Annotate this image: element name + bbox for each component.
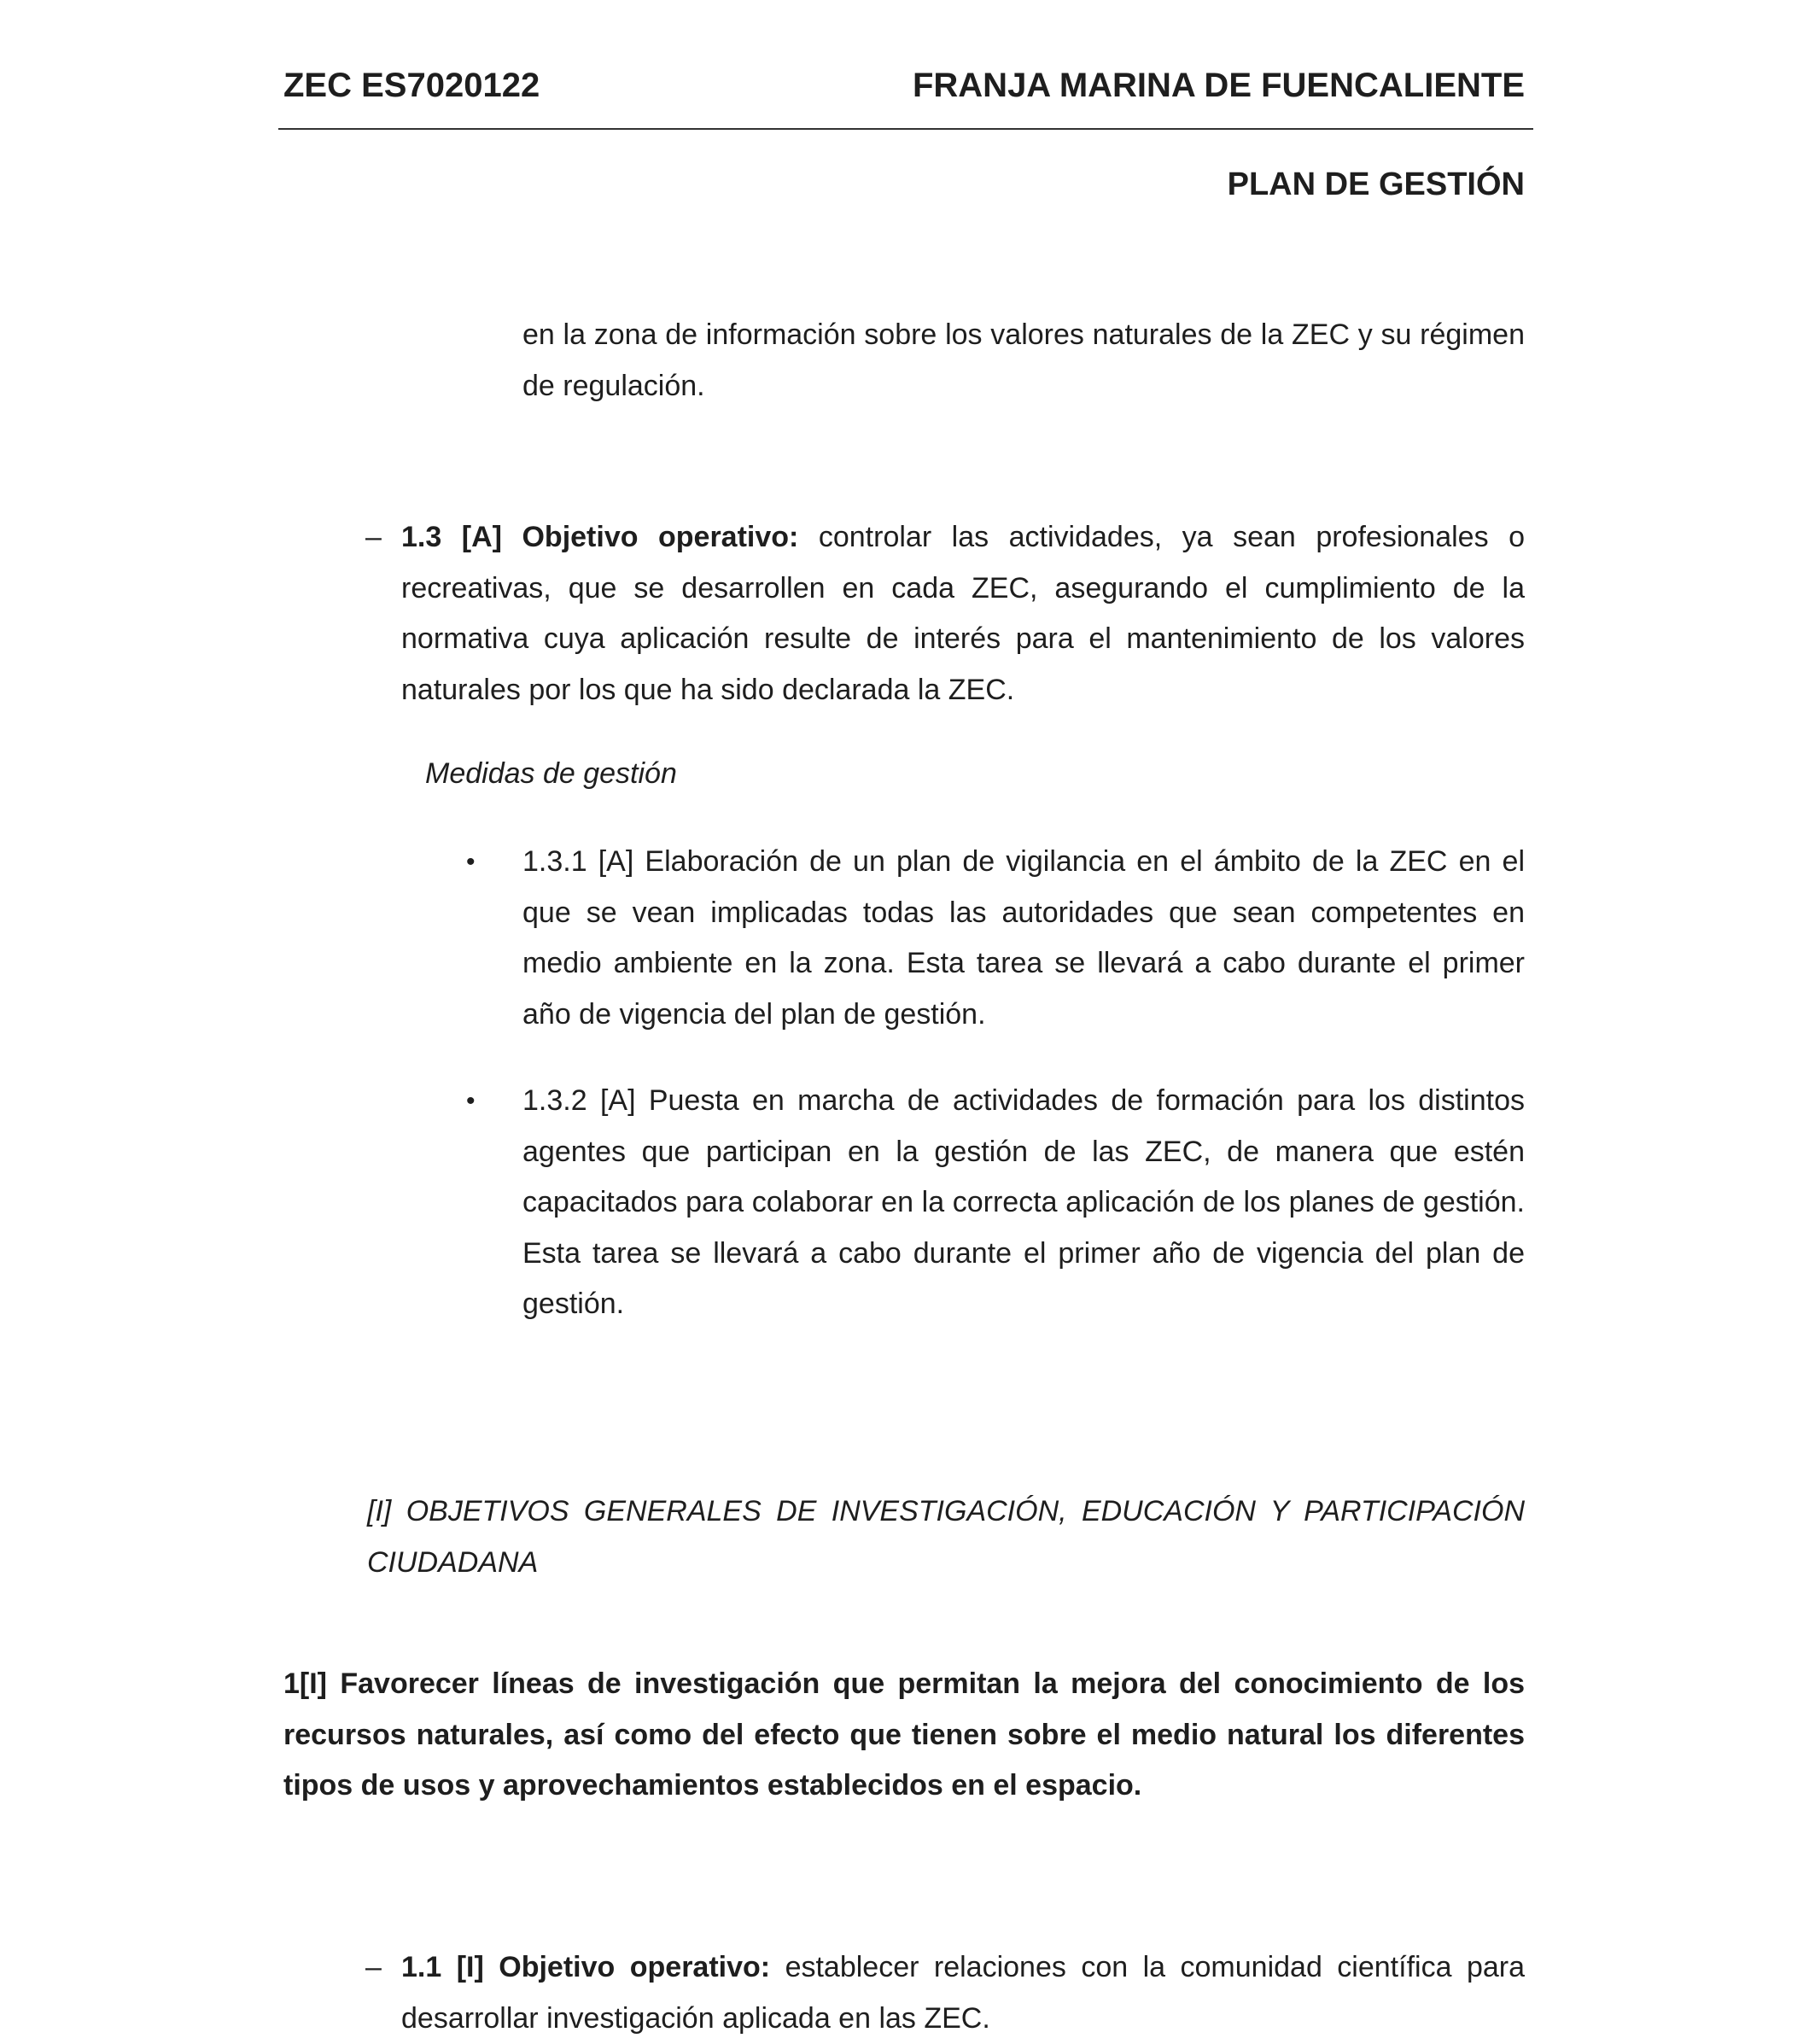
bullet-marker: • <box>466 1087 476 1115</box>
measure-1-3-1: 1.3.1 [A] Elaboración de un plan de vigilancia en el ámbito de la ZEC en el que se vean implicadas todas las autoridades que sean competentes en medio ambiente en la zona. Esta tarea se llevará a cabo durante el primer año de vigencia del plan de gestión. <box>522 845 1525 1031</box>
header-site-code: ZEC ES7020122 <box>283 67 540 104</box>
objective-1-3 <box>401 512 1525 715</box>
header-site-name: FRANJA MARINA DE FUENCALIENTE <box>912 67 1525 104</box>
objective-1-1-label: 1.1 [I] Objetivo operativo: <box>401 1951 771 1983</box>
objective-1-1-text: establecer relaciones con la comunidad científica para desarrollar investigación aplicada en las ZEC. <box>401 1951 1525 2035</box>
objective-1-1 <box>401 1942 1525 2044</box>
objective-1-3-label: 1.3 [A] Objetivo operativo: <box>401 521 799 553</box>
bullet-marker: • <box>466 848 476 876</box>
objective-1-3-text: controlar las actividades, ya sean profesionales o recreativas, que se desarrollen en cada ZEC, asegurando el cumplimiento de la normativa cuya aplicación resulte de interés para el mantenimiento de los valores naturales por los que ha sido declarada la ZEC. <box>401 521 1525 706</box>
dash-marker: – <box>365 1951 382 1983</box>
measures-heading: Medidas de gestión <box>425 757 677 790</box>
general-objective-1: 1[I] Favorecer líneas de investigación que permitan la mejora del conocimiento de los recursos naturales, así como del efecto que tienen sobre el medio natural los diferentes tipos de usos y aprovechamientos establecidos en el espacio. <box>283 1667 1525 1802</box>
measure-1-3-2: 1.3.2 [A] Puesta en marcha de actividades de formación para los distintos agentes que participan en la gestión de las ZEC, de manera que estén capacitados para colaborar en la correcta aplicación de los planes de gestión. Esta tarea se llevará a cabo durante el primer año de vigencia del plan de gestión. <box>522 1084 1525 1320</box>
header-divider <box>278 128 1533 130</box>
section-heading: [I] OBJETIVOS GENERALES DE INVESTIGACIÓN, EDUCACIÓN Y PARTICIPACIÓN CIUDADANA <box>367 1495 1525 1579</box>
dash-marker: – <box>365 521 382 553</box>
continuation-paragraph: en la zona de información sobre los valores naturales de la ZEC y su régimen de regulación. <box>522 318 1525 402</box>
header-plan-title: PLAN DE GESTIÓN <box>1227 166 1525 202</box>
